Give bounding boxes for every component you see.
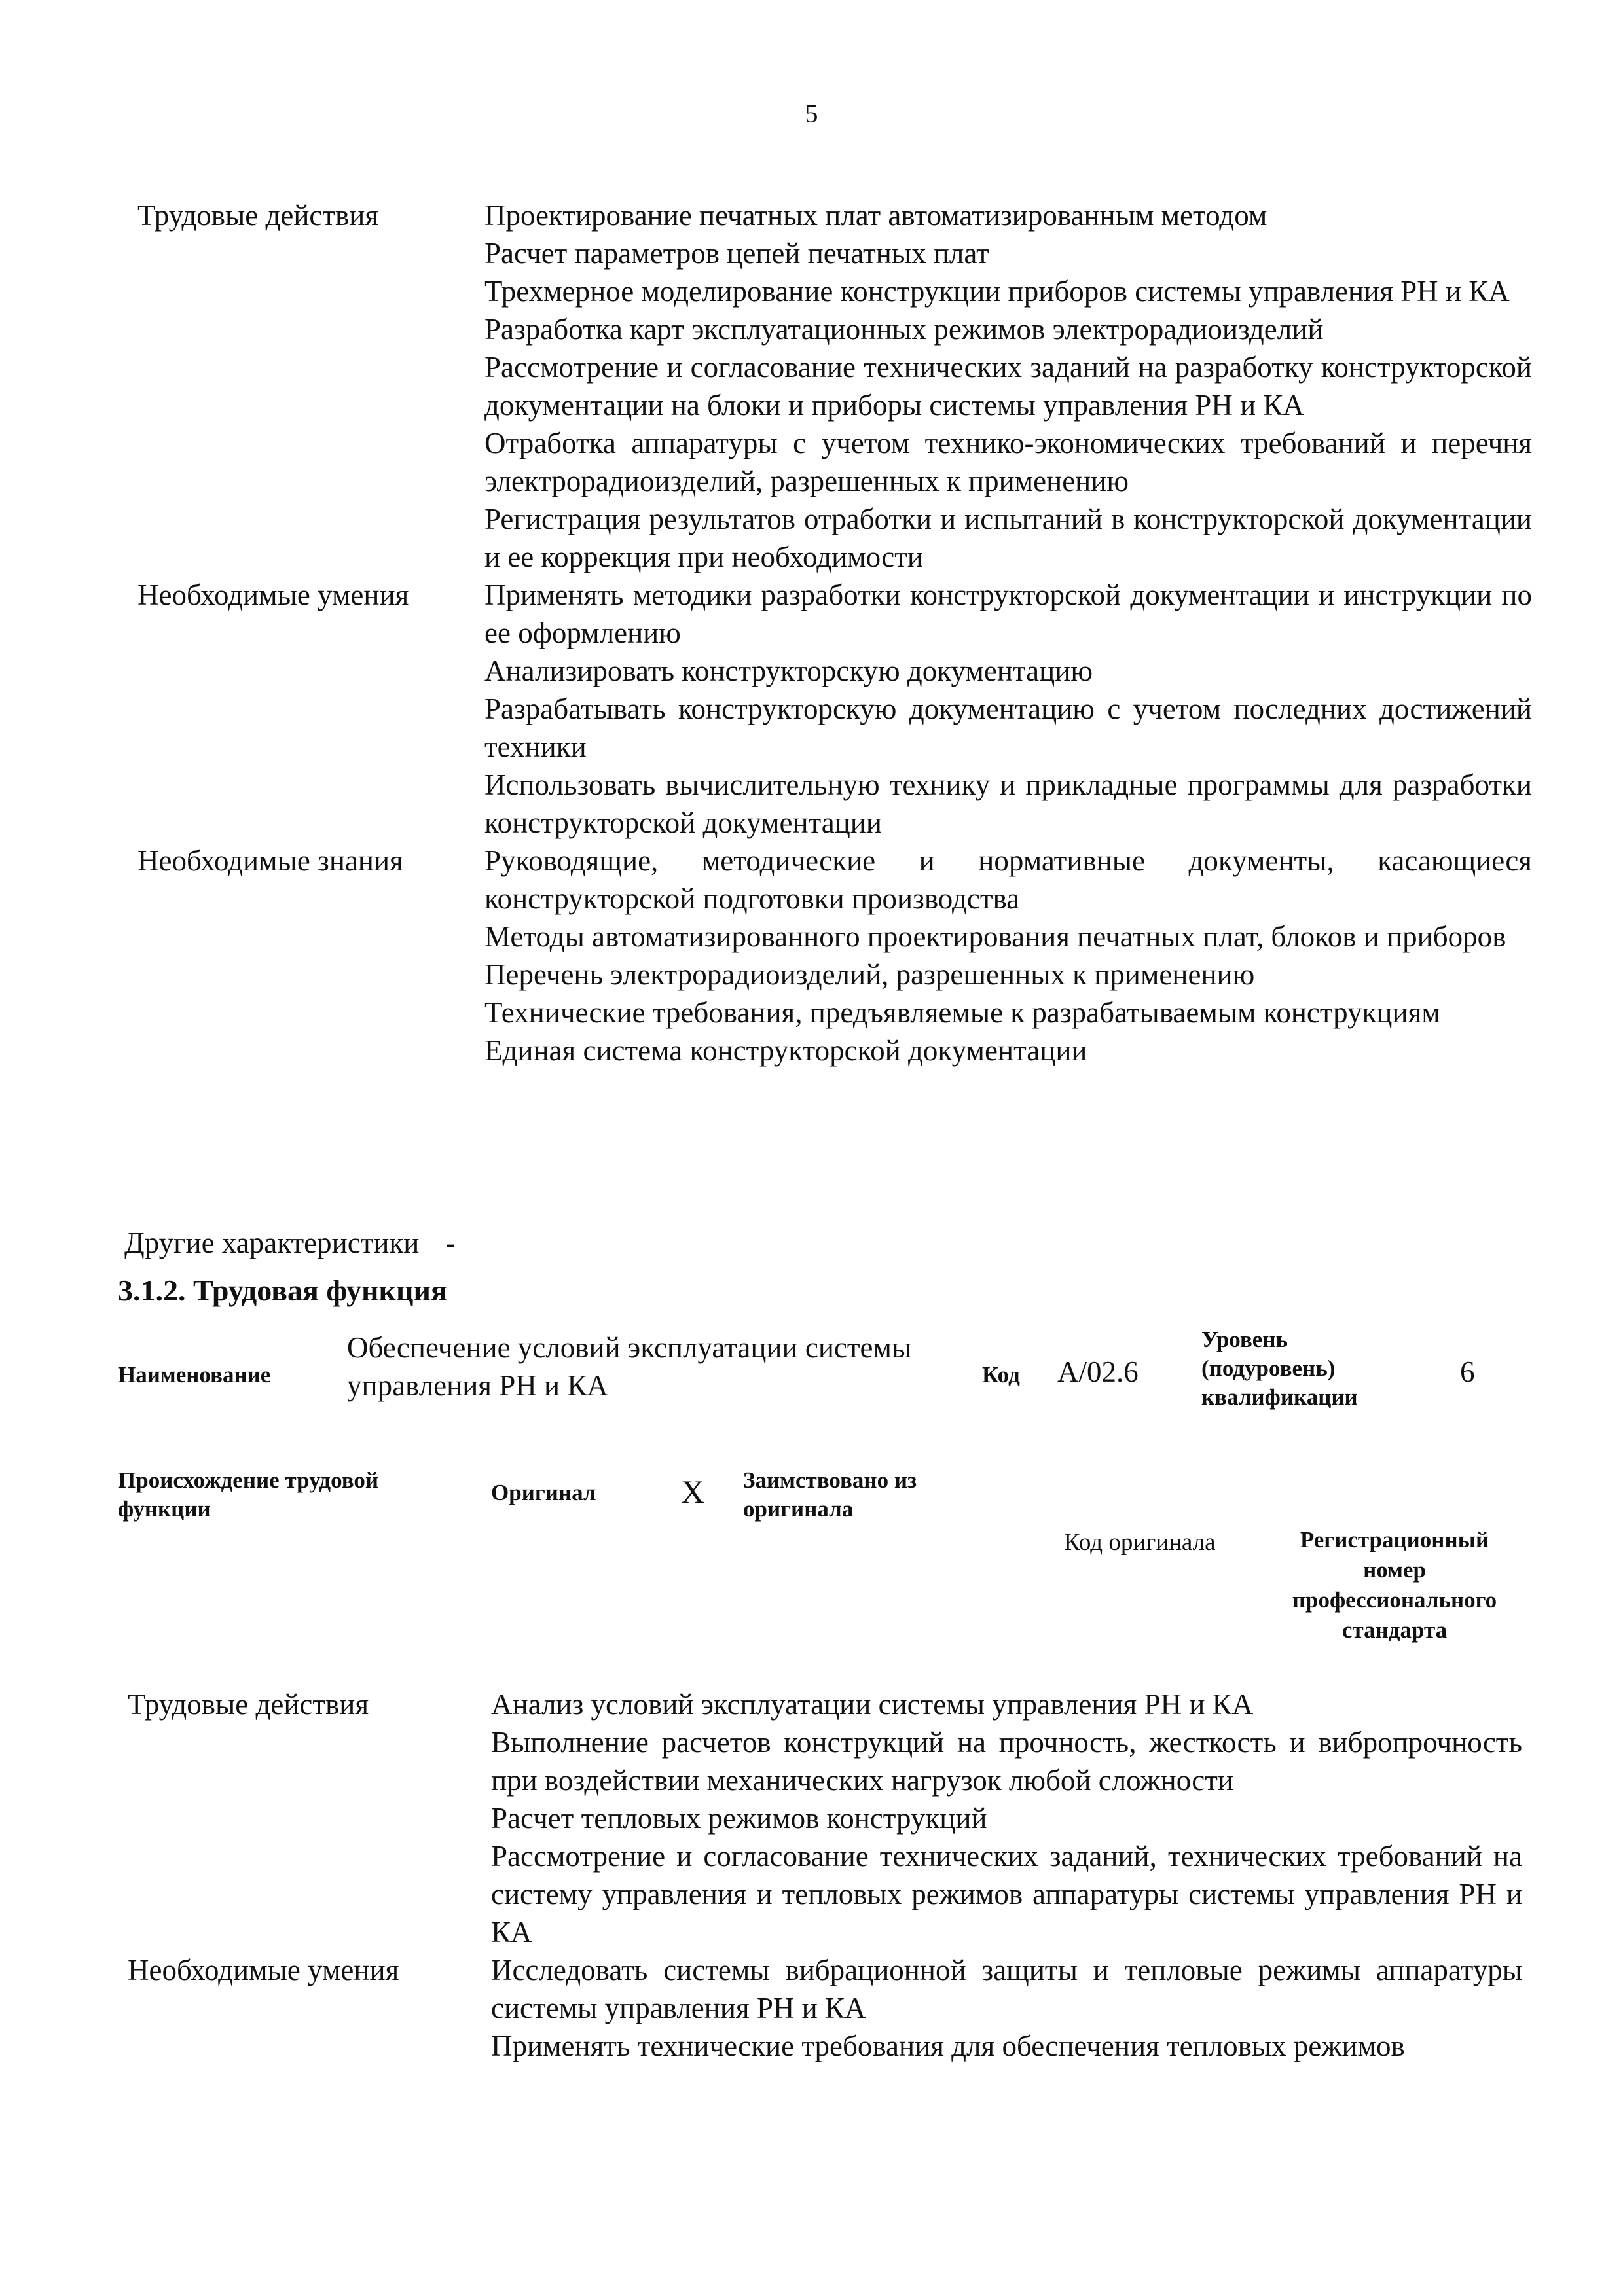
qualification-level-label: [1201, 1325, 1358, 1412]
list-item: Анализировать конструкторскую документацию: [484, 655, 1093, 687]
reg-label-line: Регистрационный: [1300, 1527, 1489, 1552]
list-item: Применять технические требования для обеспечения тепловых режимов: [491, 2030, 1405, 2062]
origin-label: [118, 1466, 378, 1524]
labor-actions-row: [108, 1685, 1522, 1951]
borrowed-label-line: Заимствовано из: [743, 1467, 917, 1493]
list-item: Рассмотрение и согласование технических заданий на разработку конструкторской документации на блоки и приборы системы управления РН и КА: [484, 351, 1532, 422]
labor-function-1-details: [118, 196, 1532, 1069]
list-item: Применять методики разработки конструкторской документации и инструкции по ее оформлению: [484, 579, 1532, 649]
list-item: Регистрация результатов отработки и испытаний в конструкторской документации и ее коррекция при необходимости: [484, 503, 1532, 573]
list-item: Разработка карт эксплуатационных режимов электрорадиоизделий: [484, 313, 1324, 346]
list-item: Перечень электрорадиоизделий, разрешенных к применению: [484, 958, 1255, 991]
skills-row: [108, 1951, 1522, 2065]
list-item: Единая система конструкторской документации: [484, 1034, 1087, 1067]
reg-label-line: стандарта: [1341, 1617, 1448, 1643]
skills-list: [484, 576, 1532, 842]
list-item: Рассмотрение и согласование технических заданий, технических требований на систему управления и тепловых режимов аппаратуры системы управления РН и КА: [491, 1840, 1522, 1948]
list-item: Использовать вычислительную технику и прикладные программы для разработки конструкторской документации: [484, 768, 1532, 839]
section-heading: 3.1.2. Трудовая функция: [118, 1274, 447, 1307]
knowledge-row: [118, 842, 1532, 1069]
code-label: Код: [982, 1362, 1020, 1388]
other-characteristics-row: [124, 1224, 455, 1262]
origin-label-line: функции: [118, 1496, 211, 1522]
borrowed-label: [743, 1466, 917, 1524]
function-code: A/02.6: [1057, 1355, 1139, 1388]
other-characteristics-label: Другие характеристики: [124, 1227, 420, 1259]
list-item: Проектирование печатных плат автоматизированным методом: [484, 199, 1267, 232]
skills-label: Необходимые умения: [137, 579, 409, 611]
level-label-line: квалификации: [1201, 1384, 1358, 1410]
reg-label-line: номер: [1363, 1557, 1426, 1583]
list-item: Анализ условий эксплуатации системы управления РН и КА: [491, 1688, 1254, 1721]
skills-label: Необходимые умения: [128, 1954, 399, 1986]
other-characteristics-value: -: [445, 1227, 456, 1259]
qualification-level-value: 6: [1460, 1355, 1475, 1388]
knowledge-list: [484, 842, 1532, 1069]
list-item: Руководящие, методические и нормативные документы, касающиеся конструкторской подготовки производства: [484, 844, 1532, 915]
skills-list: [491, 1951, 1522, 2065]
list-item: Выполнение расчетов конструкций на прочность, жесткость и вибропрочность при воздействии механических нагрузок любой сложности: [491, 1726, 1522, 1797]
list-item: Расчет параметров цепей печатных плат: [484, 237, 989, 270]
labor-actions-list: [491, 1685, 1522, 1951]
labor-actions-list: [484, 196, 1532, 576]
labor-actions-row: [118, 196, 1532, 576]
labor-actions-label: Трудовые действия: [128, 1688, 369, 1721]
function-name: Обеспечение условий эксплуатации системы управления РН и КА: [347, 1331, 912, 1402]
origin-label-line: Происхождение трудовой: [118, 1467, 379, 1493]
name-label: Наименование: [118, 1362, 271, 1388]
knowledge-label: Необходимые знания: [137, 844, 403, 877]
page-number: 5: [805, 99, 818, 128]
list-item: Расчет тепловых режимов конструкций: [491, 1802, 987, 1835]
borrowed-label-line: оригинала: [743, 1496, 854, 1522]
skills-row: [118, 576, 1532, 842]
labor-actions-label: Трудовые действия: [137, 199, 379, 232]
registration-number-label: [1264, 1525, 1525, 1645]
reg-label-line: профессионального: [1292, 1587, 1497, 1613]
level-label-line: (подуровень): [1201, 1355, 1336, 1381]
origin-code-label: Код оригинала: [1064, 1529, 1216, 1556]
list-item: Исследовать системы вибрационной защиты и тепловые режимы аппаратуры системы управления РН и КА: [491, 1954, 1522, 2024]
labor-function-2-details: [108, 1685, 1522, 2065]
original-mark: X: [681, 1473, 705, 1510]
original-label: Оригинал: [491, 1480, 596, 1505]
list-item: Технические требования, предъявляемые к разрабатываемым конструкциям: [484, 996, 1440, 1029]
list-item: Отработка аппаратуры с учетом технико-экономических требований и перечня электрорадиоизделий, разрешенных к применению: [484, 427, 1532, 497]
list-item: Трехмерное моделирование конструкции приборов системы управления РН и КА: [484, 275, 1510, 308]
level-label-line: Уровень: [1201, 1327, 1288, 1352]
list-item: Методы автоматизированного проектирования печатных плат, блоков и приборов: [484, 920, 1506, 953]
list-item: Разрабатывать конструкторскую документацию с учетом последних достижений техники: [484, 692, 1532, 763]
